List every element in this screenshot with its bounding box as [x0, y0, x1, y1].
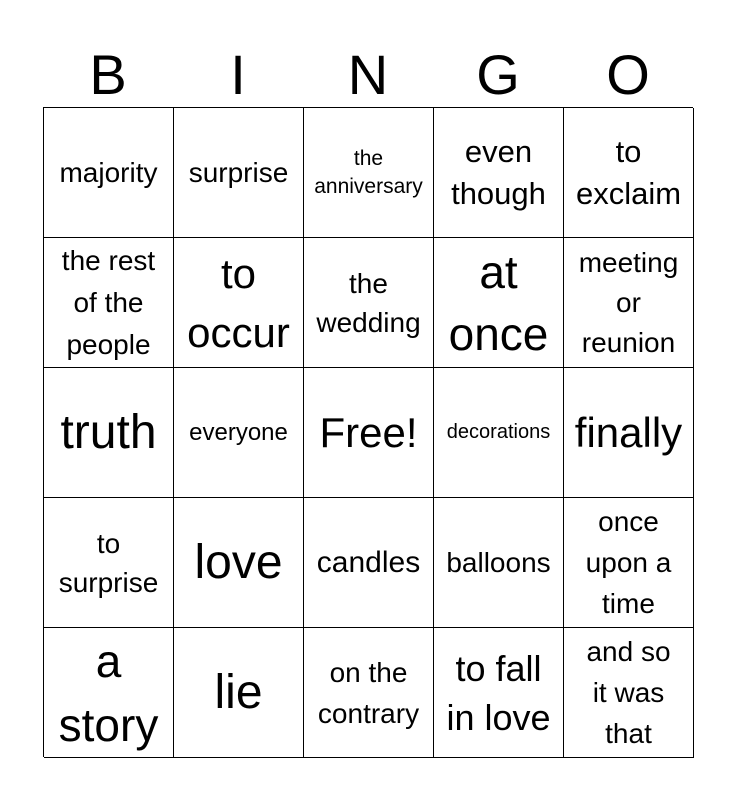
cell-text: and so it was that: [586, 636, 671, 749]
cell-text: Free!: [319, 408, 418, 456]
bingo-cell[interactable]: [174, 498, 304, 628]
cell-text: decorations: [446, 421, 551, 443]
header-letter-n: N: [347, 43, 389, 106]
cell-text: to fall in love: [446, 647, 551, 738]
cell-text: surprise: [188, 157, 289, 188]
bingo-cell[interactable]: [564, 368, 694, 498]
cell-text: candles: [316, 545, 421, 579]
cell-text: even though: [451, 133, 546, 211]
cell-text: a story: [58, 634, 159, 751]
cell-text: everyone: [189, 418, 288, 446]
cell-text: love: [194, 536, 283, 589]
bingo-cell[interactable]: [304, 238, 434, 368]
bingo-cell[interactable]: [434, 498, 564, 628]
cell-text: to occur: [187, 249, 290, 356]
bingo-cell[interactable]: [44, 368, 174, 498]
header-letter-b: B: [89, 43, 127, 106]
cell-text: finally: [574, 408, 683, 456]
bingo-cell[interactable]: [434, 108, 564, 238]
cell-text: to surprise: [58, 527, 159, 598]
cell-text: once upon a time: [585, 506, 672, 619]
bingo-cell[interactable]: [304, 628, 434, 758]
header-letter-i: I: [230, 43, 246, 106]
cell-text: majority: [59, 157, 158, 188]
header-letter-o: O: [606, 43, 650, 106]
cell-text: the rest of the people: [61, 244, 156, 360]
cell-text: on the contrary: [317, 656, 420, 729]
bingo-cell[interactable]: [564, 238, 694, 368]
bingo-cell[interactable]: [304, 498, 434, 628]
cell-text: truth: [60, 406, 157, 459]
bingo-header: [43, 44, 693, 106]
cell-text: lie: [214, 666, 263, 719]
cell-text: balloons: [446, 546, 551, 578]
cell-text: at once: [448, 245, 549, 360]
bingo-cell[interactable]: [44, 108, 174, 238]
bingo-cell[interactable]: [304, 368, 434, 498]
bingo-cell[interactable]: [174, 628, 304, 758]
cell-text: to exclaim: [575, 133, 682, 211]
bingo-cell[interactable]: [44, 498, 174, 628]
bingo-cell[interactable]: [564, 108, 694, 238]
bingo-cell[interactable]: [564, 628, 694, 758]
cell-text: the wedding: [316, 267, 421, 338]
bingo-cell[interactable]: [44, 628, 174, 758]
bingo-cell[interactable]: [434, 628, 564, 758]
bingo-cell[interactable]: [434, 238, 564, 368]
bingo-cell[interactable]: [44, 238, 174, 368]
bingo-cell[interactable]: [174, 108, 304, 238]
bingo-cell[interactable]: [564, 498, 694, 628]
bingo-cell[interactable]: [174, 238, 304, 368]
header-letter-g: G: [476, 43, 520, 106]
bingo-cell[interactable]: [434, 368, 564, 498]
bingo-cell[interactable]: [304, 108, 434, 238]
cell-text: the anniversary: [314, 146, 423, 198]
bingo-grid: [43, 107, 693, 757]
cell-text: meeting or reunion: [578, 246, 679, 358]
bingo-cell[interactable]: [174, 368, 304, 498]
